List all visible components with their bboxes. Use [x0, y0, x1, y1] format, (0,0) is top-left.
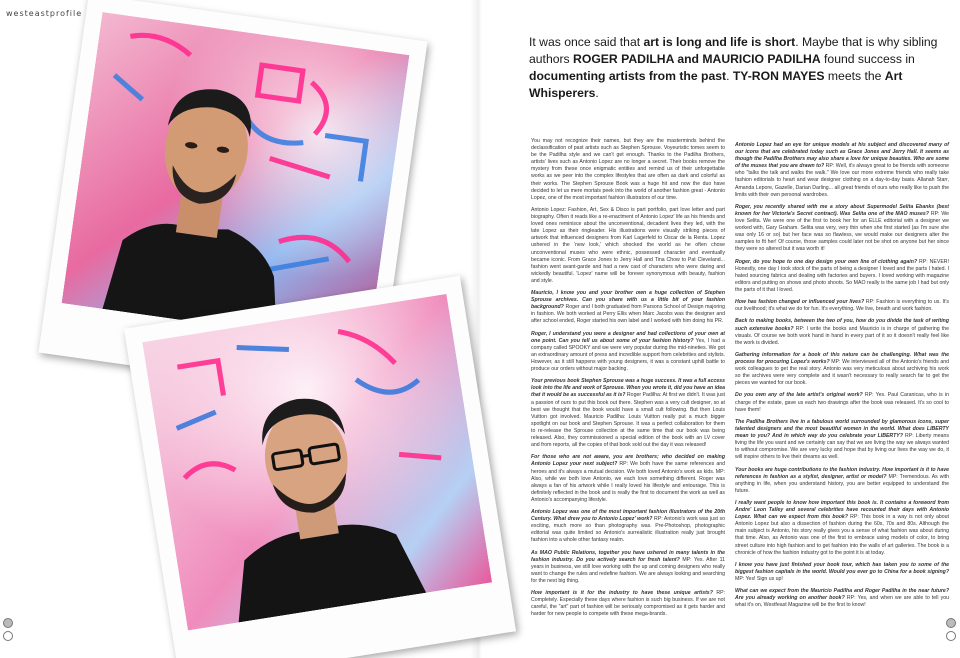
headline-text-1: It was once said that: [529, 35, 644, 49]
question-text: I know you have just finished your book tour, which has taken you to some of the biggest fashion capitals in the world. Would you ever go to China for a book signing?: [735, 561, 949, 575]
paragraph: [735, 392, 949, 413]
answer-text: MP: Yes. After 11 years in business, we still love working with the up and coming designers who really want to change the rules and redefine fashion. We are always looking and searching for the next big thing.: [531, 556, 725, 584]
paragraph: [531, 290, 725, 325]
headline-bold-authors: ROGER PADILHA and MAURICIO PADILHA: [573, 52, 821, 66]
answer-text: Antonio Lopez: Fashion, Art, Sex & Disco is part portfolio, part love letter and part biography. Often it reads like a re-enactment of Antonio Lopez' life as his friends and loved ones reminisce about the unconventional, decadent lives they led, with the late Lopez as their ringleader. His illustrations were visually striking pieces of artwork that influenced designers from Karl Lagerfeld to Oscar de la Renta. Lopez ushered in the 'new look,' which shocked the world as he often chose unconventional muses who were ethnic, possessed character and eventually became iconic. From Grace Jones to Jerry Hall and Tina Chow to Pat Cleveland... fashion went avant-garde and had a new cast of characters who were daring and wickedly beautiful. 'Lopez' name will be forever synonymous with beauty, fashion and style.: [531, 206, 725, 284]
answer-text: RP: Completely. Especially these days where fashion is such big business. If we are not careful, the "art" part of fashion will be seriously compromised as it gets harder and harder for new people to compete with these mega-brands.: [531, 590, 726, 618]
answer-text: RP: We love Selita. We were one of the first to book her for an ELLE editorial with a designer we worked with, Gary Graham. Selita was very, very thin when she first started (as I'm sure she was only 16 or so) but her face was so flawless, we would make our designers alter the samples to fit her! Of course, those samples could later not be shot on anyone but her since they were so altered but it was worth it!: [735, 210, 950, 253]
folio-circle-icon: [3, 631, 13, 641]
question-text: The Padilha Brothers live in a fabulous world surrounded by glamorous icons, super talented designers and the most beautiful women in the world. What does LIBERTY mean to you? And in which way do you celebrate your LIBERTY?: [735, 418, 949, 440]
paragraph: [735, 142, 949, 199]
polaroid-photo-bottom: [124, 276, 516, 658]
article-column-right: [735, 142, 949, 615]
question-text: Roger, I understand you were a designer and had collections of your own at one point. Can you tell us about some of your fashion history?: [531, 330, 725, 344]
question-text: Antonio Lopez had an eye for unique models at his subject and discovered many of our icons that are celebrated today such as Grace Jones and Jerry Hall. It seems as though the Padilha Brothers may also share a love for unique beauties. Who are some of the muses that you are drawn to?: [735, 142, 949, 170]
portrait-photo-2: [142, 294, 492, 631]
headline-text-4: .: [726, 69, 733, 83]
headline-text-5: meets the: [824, 69, 885, 83]
answer-text: MP: Yes! Sign us up!: [735, 576, 783, 582]
answer-text: RP: NEVER! Honestly, one day I took stock of the parts of being a designer I loved and the parts I hated. I hated sourcing fabrics and dealing with factories and buyers. I loved working with magazine editors and putting on shows and photo shoots. So MAO really is the same job I had but only the parts of it that I loved.: [735, 258, 949, 293]
paragraph: [531, 550, 725, 585]
paragraph: [735, 352, 949, 387]
paragraph: [735, 562, 949, 583]
article-column-left: [531, 138, 725, 624]
article-headline: [529, 34, 947, 102]
paragraph: [531, 378, 725, 449]
question-text: How important is it for the industry to have these unique artists?: [531, 590, 713, 597]
answer-text: RP: Liberty means living the life you want and we certainly can say that we are living the way we always wanted to without compromise. We are very lucky and hope that by living our lives the way we do, it will inspire others to live their dreams as well.: [735, 433, 950, 461]
question-text: Do you own any of the late artist's original work?: [735, 392, 863, 399]
headline-text-6: .: [595, 86, 599, 100]
answer-text: RP: Yes. Paul Caranicas, who is in charge of the estate, gave us each two drawings after the book was released. It's so cool to have them!: [735, 392, 949, 413]
headline-bold-5: Art Whisperers: [529, 69, 903, 100]
paragraph: [735, 419, 949, 462]
answer-text: RP: This book in a way is not only about Antonio Lopez but also a dissection of fashion during the 60s, 70s and 80s. Although the main subject is Antonio, his story really gives you a sense of what fashion was about during that time. Also, as Antonio was one of the first to embrace using models of color, to bring street culture into high fashion and to get fashion into the walls of art galleries. The book is a chronicle of how the fashion industry got to the point it is at today.: [735, 514, 949, 556]
headline-text-3: found success in: [820, 52, 915, 66]
answer-text: MP: We interviewed all of the Antonio's friends and work colleagues to get the real story. Antonio was very meticulous about archiving his work so the archives were very complete and it wasn't necessary to really search far to get the pieces we wanted for our book.: [735, 359, 949, 387]
question-text: Your previous book Stephen Sprouse was a huge success. It was a full access look into the life and work of Sprouse. When you wrote it, did you have an idea that it would be as successful as it is?: [531, 378, 725, 399]
portrait-2-image: [142, 294, 492, 631]
folio-circle-icon: [946, 631, 956, 641]
question-text: Back to making books, between the two of you, how do you divide the task of writing such extensive books?: [735, 318, 949, 332]
answer-text: RP: Antonio's work was just so exciting, much more so than photography was. Pre-Photoshop, photographic editorial was quite limited so Antonio's surrealistic illustration really just brought fashion into a whole other fantasy realm.: [531, 516, 726, 544]
question-text: As MAO Public Relations, together you have ushered in many talents in the fashion industry. Do you actively search for fresh talent?: [531, 549, 725, 563]
paragraph: [735, 500, 949, 557]
answer-text: RP: We both have the same references and heroes and it's always a mutual decision. We both loved Antonio's work as kids. MP: Also, while we both love Antonio, we each love something different. Roger was always a fan of his artwork while I really loved his lifestyle and entourage. This is definitely reflected in the book and is really the first to document the work as well as Antonio's accompanying lifestyle.: [531, 461, 725, 503]
question-text: What can we expect from the Mauricio Padilha and Roger Padilha in the near future? Are you already working on another book?: [735, 588, 949, 602]
paragraph: [735, 204, 949, 254]
paragraph: [531, 509, 725, 544]
paragraph: [531, 590, 725, 618]
question-text: Your books are huge contributions to the fashion industry. How important is it to have references in fashion as a stylist, designer, artist or model?: [735, 466, 949, 480]
answer-text: Roger Padilha: At first we didn't. It was just a passion of ours to put this book out there. Stephen was a very cult designer, so at best we thought that the book would have a small cult following. But then Louis Vuitton got involved. Mauricio Padilha: Louis Vuitton really put a much bigger spotlight on our book and Stephen Sprouse. It was a perfect collaboration for them to re-release the Sprouse collection at the same time that our book was being released. Also, they commissioned a special edition of the book with an LV cover and from reports, all the copies of that book sold out the day it was released!: [531, 392, 726, 449]
question-text: Antonio Lopez was one of the most important fashion illustrators of the 20th Century. What drew you to Antonio Lopez' work?: [531, 509, 725, 523]
answer-text: RP: Fashion is everything to us. It's our livelihood; it's what we do for fun. It's everything. We live, breath and work fashion.: [735, 299, 949, 313]
paragraph: [531, 454, 725, 504]
question-text: Roger, do you hope to one day design your own line of clothing again?: [735, 258, 918, 265]
question-text: Roger, you recently shared with me a story about Supermodel Selita Ebanks (best known for her Victoria's Secret contract). Was Selita one of the MAO muses?: [735, 203, 949, 217]
headline-text-2: . Maybe that is why sibling authors: [529, 35, 938, 66]
question-text: Mauricio, I know you and your brother own a huge collection of Stephen Sprouse archives. Can you share with us a little bit of your fashion background?: [531, 290, 725, 311]
paragraph: [531, 207, 725, 285]
paragraph: [531, 331, 725, 374]
answer-text: Yes, I had a company called SPOOKY and we were very popular during the mid-nineties. We got an extraordinary amount of press and incredible support from celebrities and stylists. However, as it still happens with young designers, it was a constant uphill battle to produce our orders without major backing.: [531, 337, 725, 373]
answer-text: RP: Well, it's always great to be friends with someone who "talks the talk and walks the walk." We love our more extreme friends who really take fashion editorials to heart and wear designer clothing on a day-to-day basis. Allanah Starr, Amanda Lepore, Gazelle, Darian Darling... all great friends of ours who really like to push the limits with their own personal wardrobes.: [735, 163, 949, 198]
folio-circle-icon: [946, 618, 956, 628]
question-text: For those who are not aware, you are brothers; who decided on making Antonio Lopez your next subject?: [531, 454, 725, 468]
answer-text: You may not recognize their names, but they are the masterminds behind the declassification of past artists such as Stephen Sprouse. Voyeuristic tomes seem to be the Padilha style and we can't get enough. Thanks to the Padilha Brothers, artists' lives such as Antonio Lopez are no longer a secret. Their books remove the mystery from these once enigmatic entities and remind us of their unforgettable works as we peer into the complex lifestyles that are often as dark and colorful as their works. The Stephen Sprouse Book was a huge hit and now the duo have decided to let us mere mortals peek into the world of another fashion great - Antonio Lopez, one of the most important fashion illustrators of our time.: [531, 138, 725, 201]
paragraph: [735, 588, 949, 609]
question-text: How has fashion changed or influenced your lives?: [735, 299, 865, 306]
answer-text: Roger and I both graduated from Parsons School of Design majoring in fashion. We both worked at Perry Ellis when Marc Jacobs was the designer and after school ended, Roger started his own label and I worked with him doing his PR.: [531, 304, 725, 325]
paragraph: [735, 259, 949, 294]
folio-circle-icon: [3, 618, 13, 628]
answer-text: RP: I write the books and Mauricio is in charge of gathering the visuals. Of course we both work hand in hand in every part of it so it doesn't really feel like the work is divided.: [735, 325, 949, 346]
paragraph: [531, 138, 725, 202]
paragraph: [735, 299, 949, 313]
headline-bold-1: art is long and life is short: [643, 35, 796, 49]
headline-bold-writer: TY-RON MAYES: [732, 69, 825, 83]
section-label: westeastprofile: [6, 9, 83, 18]
headline-bold-3: documenting artists from the past: [529, 69, 727, 83]
answer-text: RP: Yes, and when we are able to tell you what it's on, Westfeast Magazine will be the first to know!: [735, 595, 950, 609]
paragraph: [735, 467, 949, 495]
question-text: I really want people to know how important this book is. It contains a foreword from Andre' Leon Talley and several celebrities have recounted their days with Antonio Lopez. What can we expect from this book?: [735, 499, 949, 521]
question-text: Gathering information for a book of this nature can be challenging. What was the process for procuring Lopez's works?: [735, 351, 949, 365]
answer-text: MP: Tremendous. As with anything in life, when you understand history, you are better equipped to understand the future.: [735, 473, 949, 494]
paragraph: [735, 318, 949, 346]
